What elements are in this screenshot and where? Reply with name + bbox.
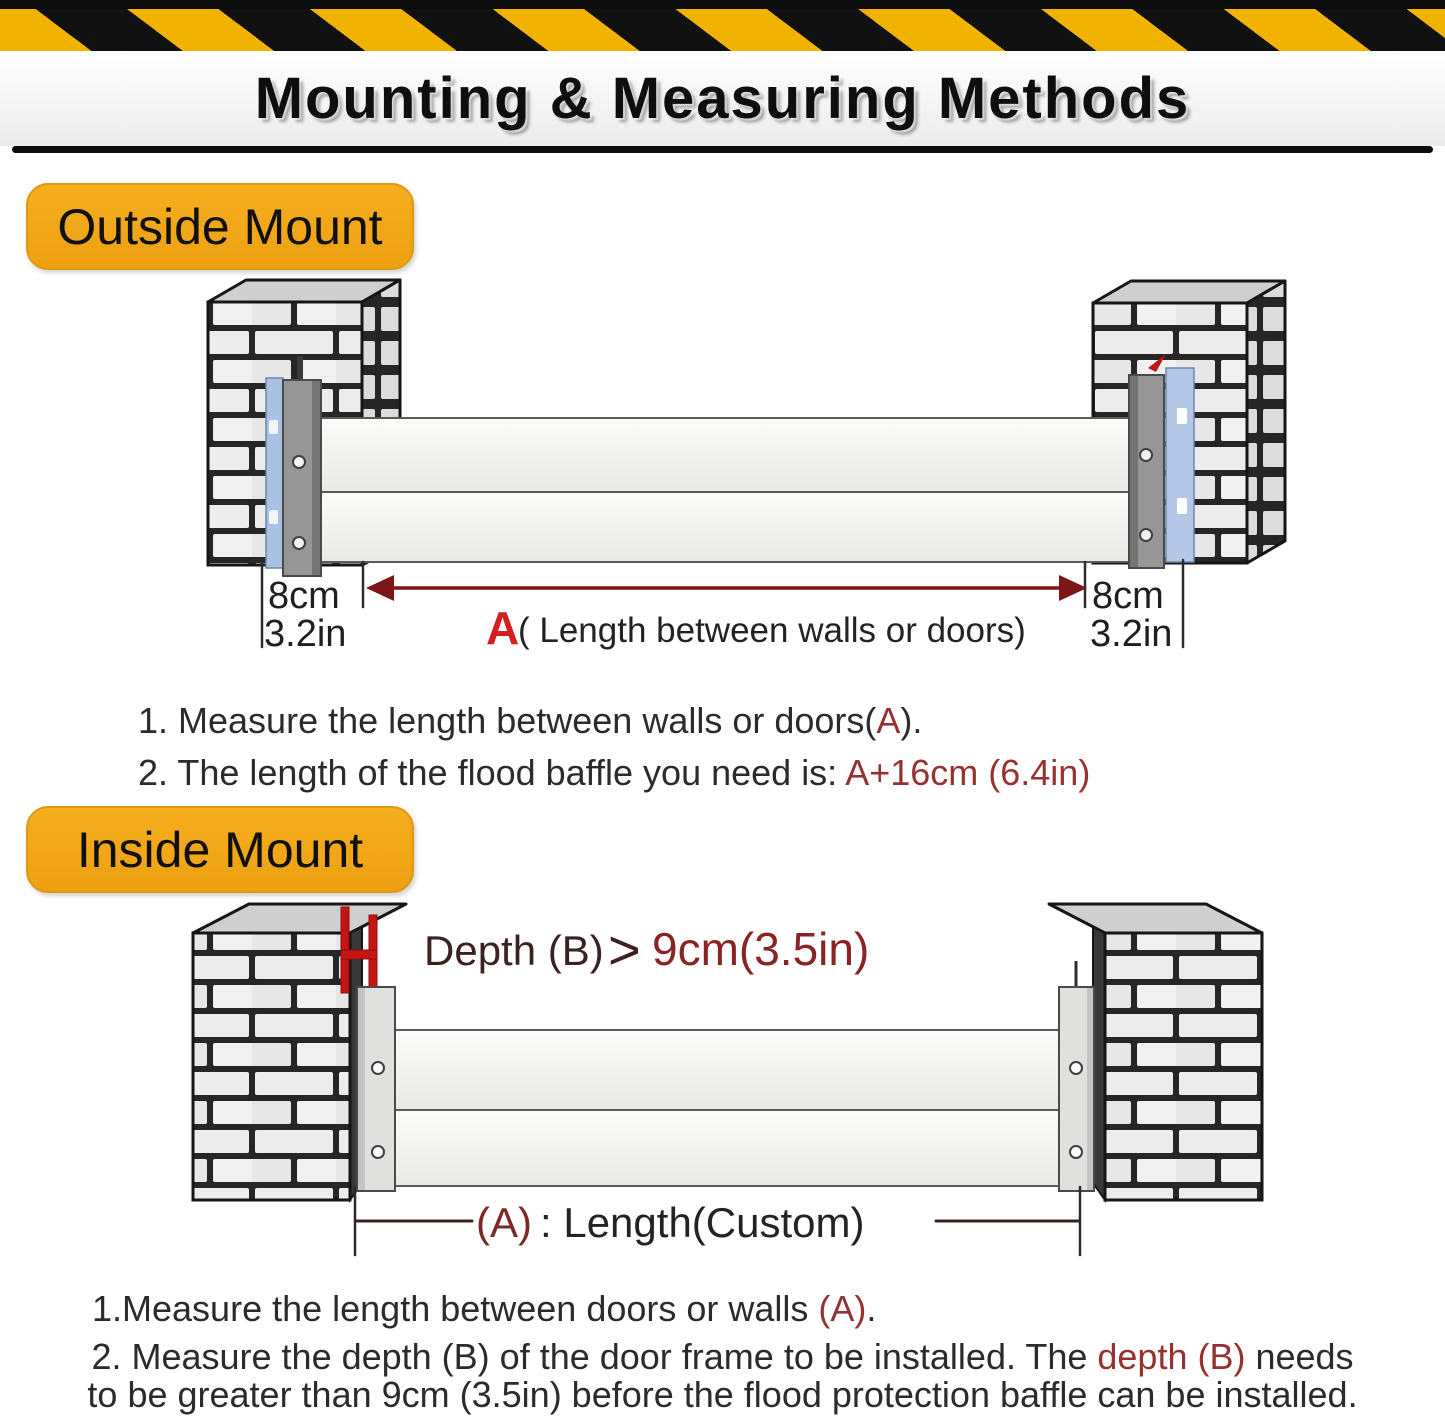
length-ref-label: (A)	[476, 1199, 532, 1246]
screw-hole	[1140, 529, 1152, 541]
mounting-rail-left	[283, 380, 321, 576]
inside-mount-diagram	[0, 895, 1445, 1275]
right-offset-cm-label: 8cm	[1092, 575, 1164, 617]
hazard-stripe-banner	[0, 9, 1445, 51]
screw-hole	[372, 1146, 384, 1158]
right-offset-in-label: 3.2in	[1090, 613, 1173, 655]
inside-mount-badge	[26, 806, 414, 893]
title-band	[0, 51, 1445, 146]
seal-strip-right	[1166, 368, 1194, 562]
outside-step-2: 2. The length of the flood baffle you need is: A+16cm (6.4in)	[138, 752, 1091, 793]
greater-than-symbol: >	[608, 918, 641, 981]
screw-hole	[293, 537, 305, 549]
mounting-rail-left	[357, 987, 395, 1191]
depth-value-label: 9cm(3.5in)	[652, 923, 870, 975]
top-border-bar	[0, 0, 1445, 9]
span-label: ( Length between walls or doors)	[518, 611, 1026, 650]
mounting-rail-right	[1129, 375, 1164, 568]
arrowhead-left-icon	[366, 575, 394, 601]
screw-hole	[293, 456, 305, 468]
left-offset-cm-label: 8cm	[268, 575, 340, 617]
step-ref-depth: depth (B)	[1097, 1336, 1246, 1377]
page-title: Mounting & Measuring Methods	[254, 66, 1191, 131]
outside-mount-badge-label: Outside Mount	[57, 198, 383, 255]
screw-hole	[1070, 1062, 1082, 1074]
inside-step-2: 2. Measure the depth (B) of the door frame to be installed. The depth (B) needs to be greater than 9cm (3.5in) before the flood protection baffle can be installed.	[87, 1336, 1358, 1415]
depth-label-prefix: Depth (B)	[424, 927, 604, 974]
flood-barrier-panels	[395, 1030, 1061, 1186]
length-label: : Length(Custom)	[540, 1199, 865, 1246]
inside-mount-badge-label: Inside Mount	[76, 821, 364, 878]
arrowhead-right-icon	[1059, 575, 1087, 601]
screw-hole	[1070, 1146, 1082, 1158]
step-ref-a: (A)	[818, 1288, 867, 1329]
outside-mount-steps	[138, 695, 1090, 799]
left-offset-in-label: 3.2in	[264, 613, 347, 655]
title-underline	[12, 146, 1433, 153]
outside-mount-badge	[26, 183, 414, 270]
mounting-rail-right	[1059, 961, 1094, 1191]
screw-hole	[1140, 449, 1152, 461]
anchor-pin-left	[297, 356, 303, 382]
screw-hole	[372, 1062, 384, 1074]
step-ref-formula: A+16cm (6.4in)	[845, 752, 1091, 793]
outside-step-1: 1. Measure the length between walls or doors(A).	[138, 700, 923, 741]
outside-mount-diagram	[0, 270, 1445, 670]
seal-strip-left	[266, 378, 283, 568]
flood-barrier-panels	[318, 418, 1134, 562]
span-ref-label: A	[486, 602, 520, 654]
inside-step-1: 1.Measure the length between doors or walls (A).	[92, 1288, 877, 1329]
step-ref-a: A	[876, 700, 901, 741]
